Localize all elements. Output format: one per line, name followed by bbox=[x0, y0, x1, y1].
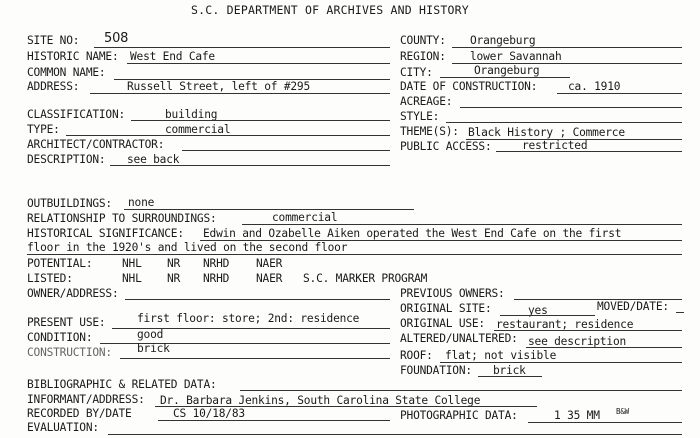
photographic-line bbox=[528, 422, 682, 423]
potential-naer: NAER bbox=[256, 257, 283, 270]
listed-nr: NR bbox=[167, 272, 181, 285]
roof-label: ROOF: bbox=[400, 349, 433, 362]
informant-label: INFORMANT/ADDRESS: bbox=[27, 393, 145, 406]
original-use-line bbox=[494, 330, 682, 331]
architect-label: ARCHITECT/CONTRACTOR: bbox=[27, 138, 165, 151]
construction-label: CONSTRUCTION: bbox=[27, 346, 112, 359]
public-access-line bbox=[496, 151, 682, 152]
public-access-value: restricted bbox=[522, 139, 588, 152]
historic-name-label: HISTORIC NAME: bbox=[27, 50, 119, 63]
bibliographic-label: BIBLIOGRAPHIC & RELATED DATA: bbox=[27, 378, 217, 391]
condition-label: CONDITION: bbox=[27, 331, 93, 344]
county-label: COUNTY: bbox=[400, 34, 446, 47]
potential-nrhd: NRHD bbox=[203, 257, 230, 270]
site-no-label: SITE NO: bbox=[27, 34, 80, 47]
date-construction-line bbox=[557, 93, 682, 94]
description-label: DESCRIPTION: bbox=[27, 153, 106, 166]
owner-address-label: OWNER/ADDRESS: bbox=[27, 287, 119, 300]
foundation-value: brick bbox=[493, 364, 526, 377]
classification-value: building bbox=[165, 108, 218, 121]
address-label: ADDRESS: bbox=[27, 80, 80, 93]
significance-line2: floor in the 1920's and lived on the second floor bbox=[27, 241, 348, 254]
listed-label: LISTED: bbox=[27, 272, 73, 285]
type-value: commercial bbox=[165, 123, 231, 136]
city-line bbox=[440, 77, 570, 78]
classification-label: CLASSIFICATION: bbox=[27, 108, 126, 121]
region-label: REGION: bbox=[400, 50, 446, 63]
type-label: TYPE: bbox=[27, 123, 60, 136]
classification-line bbox=[131, 120, 390, 121]
city-value: Orangeburg bbox=[474, 64, 540, 77]
original-site-value: yes bbox=[528, 304, 548, 317]
bibliographic-line bbox=[240, 390, 682, 391]
original-use-label: ORIGINAL USE: bbox=[400, 317, 485, 330]
description-value: see back bbox=[127, 153, 180, 166]
public-access-label: PUBLIC ACCESS: bbox=[400, 140, 492, 153]
county-line bbox=[452, 47, 682, 48]
photographic-stamp: B&W bbox=[616, 407, 629, 416]
themes-value: Black History ; Commerce bbox=[468, 126, 625, 139]
description-line bbox=[110, 165, 390, 166]
present-use-label: PRESENT USE: bbox=[27, 316, 106, 329]
significance-line1: Edwin and Ozabelle Aiken operated the West End Cafe on the first bbox=[203, 227, 622, 240]
evaluation-label: EVALUATION: bbox=[27, 421, 99, 434]
acreage-label: ACREAGE: bbox=[400, 95, 453, 108]
potential-nhl: NHL bbox=[122, 257, 142, 270]
outbuildings-value: none bbox=[128, 196, 155, 209]
form-title: S.C. DEPARTMENT OF ARCHIVES AND HISTORY bbox=[191, 3, 469, 17]
outbuildings-label: OUTBUILDINGS: bbox=[27, 197, 112, 210]
recorded-line bbox=[158, 420, 390, 421]
style-label: STYLE: bbox=[400, 110, 440, 123]
foundation-label: FOUNDATION: bbox=[400, 364, 472, 377]
acreage-line bbox=[460, 107, 682, 108]
original-site-label: ORIGINAL SITE: bbox=[400, 302, 492, 315]
relationship-line bbox=[242, 224, 682, 225]
informant-value: Dr. Barbara Jenkins, South Carolina State College bbox=[160, 394, 481, 407]
moved-date-line bbox=[676, 312, 684, 313]
site-no-value: 508 bbox=[104, 31, 129, 46]
potential-nr: NR bbox=[167, 257, 181, 270]
themes-label: THEME(S): bbox=[400, 125, 459, 138]
condition-value: good bbox=[137, 328, 164, 341]
significance-label: HISTORICAL SIGNIFICANCE: bbox=[27, 227, 184, 240]
relationship-value: commercial bbox=[272, 211, 338, 224]
altered-label: ALTERED/UNALTERED: bbox=[400, 332, 518, 345]
listed-nhl: NHL bbox=[122, 272, 142, 285]
address-line bbox=[90, 93, 390, 94]
address-value: Russell Street, left of #295 bbox=[127, 80, 310, 93]
significance-rule2 bbox=[27, 254, 682, 255]
foundation-line bbox=[478, 376, 542, 377]
present-use-value: first floor: store; 2nd: residence bbox=[137, 312, 360, 325]
previous-owners-label: PREVIOUS OWNERS: bbox=[400, 287, 505, 300]
photographic-value: 1 35 MM bbox=[554, 409, 600, 422]
historic-name-value: West End Cafe bbox=[130, 50, 215, 63]
listed-sc-marker: S.C. MARKER PROGRAM bbox=[303, 272, 428, 285]
evaluation-line bbox=[108, 434, 682, 435]
altered-value: see description bbox=[528, 335, 627, 348]
architect-line bbox=[182, 150, 390, 151]
historic-name-line bbox=[127, 63, 390, 64]
relationship-label: RELATIONSHIP TO SURROUNDINGS: bbox=[27, 212, 217, 225]
recorded-label: RECORDED BY/DATE bbox=[27, 407, 132, 420]
roof-line bbox=[440, 362, 682, 363]
potential-label: POTENTIAL: bbox=[27, 257, 93, 270]
original-use-value: restaurant; residence bbox=[496, 318, 634, 331]
common-name-label: COMMON NAME: bbox=[27, 66, 106, 79]
site-no-line bbox=[94, 47, 390, 48]
city-label: CITY: bbox=[400, 66, 433, 79]
type-line bbox=[66, 135, 390, 136]
altered-line bbox=[526, 347, 682, 348]
owner-address-line bbox=[125, 299, 390, 300]
county-value: Orangeburg bbox=[470, 34, 536, 47]
date-construction-label: DATE OF CONSTRUCTION: bbox=[400, 80, 538, 93]
region-value: lower Savannah bbox=[470, 50, 562, 63]
construction-value: brick bbox=[137, 342, 170, 355]
moved-date-label: MOVED/DATE: bbox=[597, 300, 669, 313]
photographic-label: PHOTOGRAPHIC DATA: bbox=[400, 409, 518, 422]
original-site-line bbox=[500, 315, 595, 316]
roof-value: flat; not visible bbox=[445, 349, 557, 362]
recorded-value: CS 10/18/83 bbox=[173, 407, 245, 420]
date-construction-value: ca. 1910 bbox=[568, 80, 621, 93]
outbuildings-line bbox=[124, 209, 414, 210]
style-line bbox=[446, 122, 682, 123]
listed-nrhd: NRHD bbox=[203, 272, 230, 285]
construction-line bbox=[120, 358, 390, 359]
listed-naer: NAER bbox=[256, 272, 283, 285]
